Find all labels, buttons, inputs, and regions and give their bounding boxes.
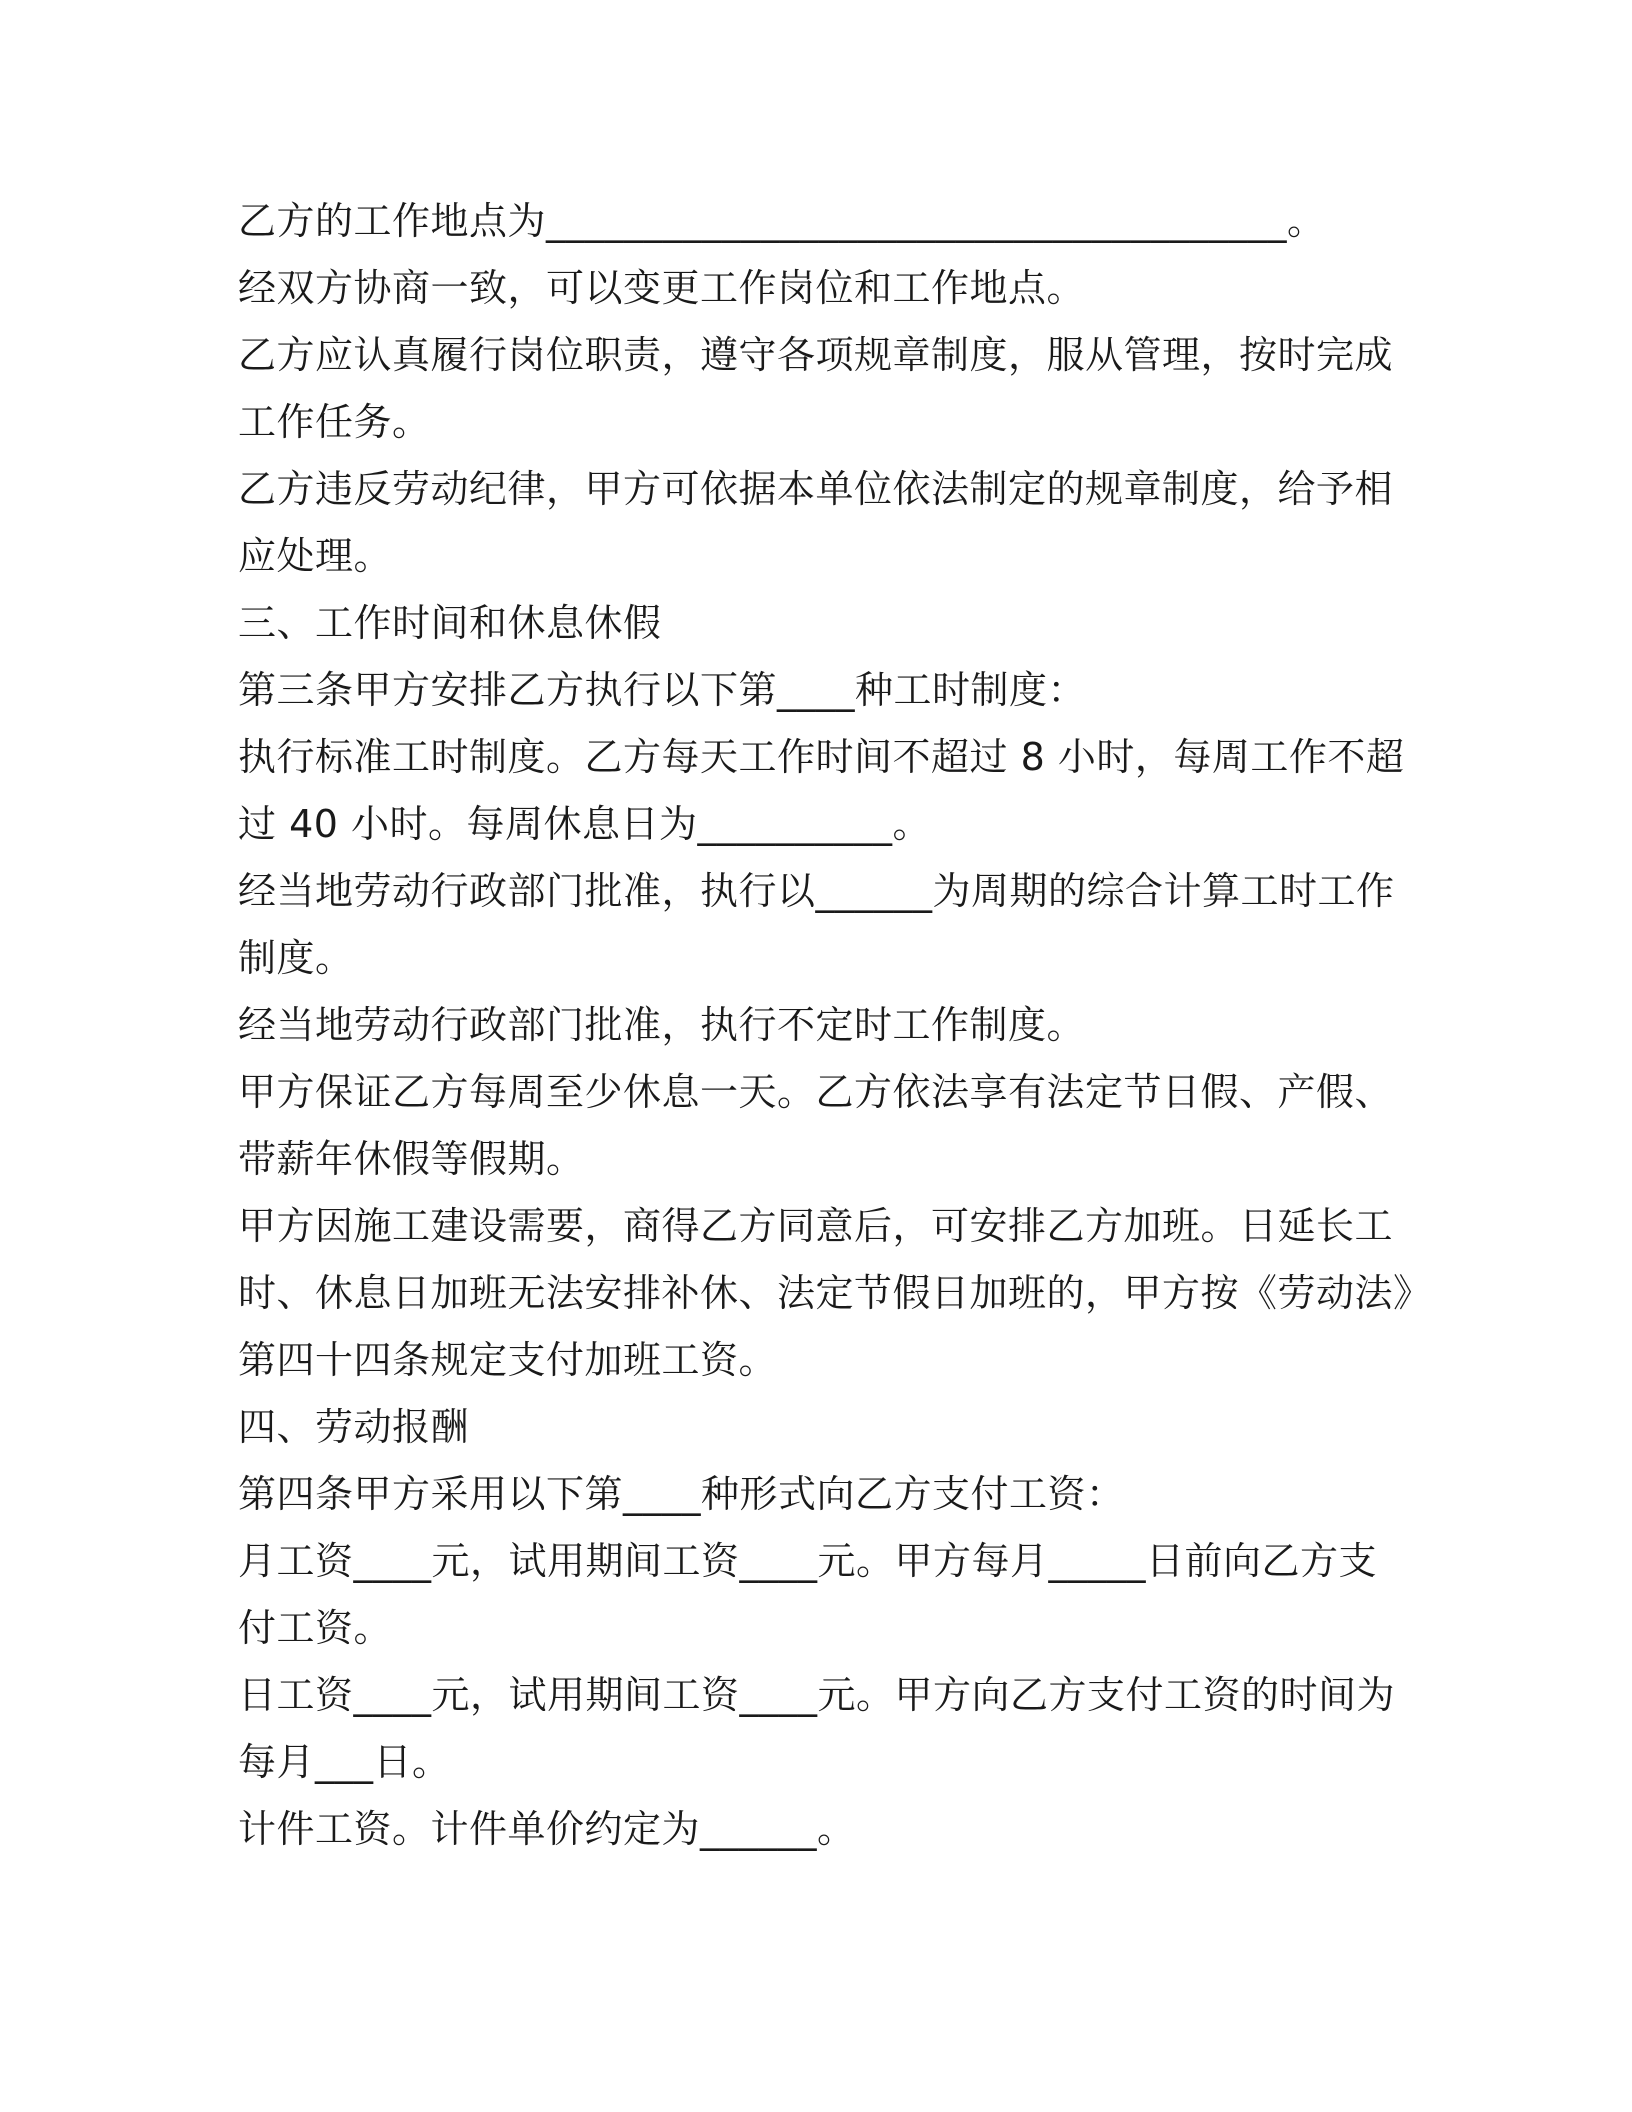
text-line: 计件工资。计件单价约定为______。 [238, 1807, 856, 1851]
text-line: 过 40 小时。每周休息日为__________。 [238, 802, 932, 846]
text-line: 带薪年休假等假期。 [238, 1137, 585, 1181]
text-line: 第四条甲方采用以下第____种形式向乙方支付工资： [238, 1472, 1125, 1516]
text-line: 乙方应认真履行岗位职责，遵守各项规章制度，服从管理，按时完成 [238, 333, 1394, 377]
text-line: 执行标准工时制度。乙方每天工作时间不超过 8 小时，每周工作不超 [238, 735, 1405, 779]
text-line: 月工资____元，试用期间工资____元。甲方每月_____日前向乙方支 [238, 1539, 1378, 1583]
text-line: 付工资。 [238, 1606, 393, 1650]
text-line: 时、休息日加班无法安排补休、法定节假日加班的，甲方按《劳动法》 [238, 1271, 1432, 1315]
text-line: 乙方违反劳动纪律，甲方可依据本单位依法制定的规章制度，给予相 [238, 467, 1394, 511]
text-line: 甲方因施工建设需要，商得乙方同意后，可安排乙方加班。日延长工 [238, 1204, 1394, 1248]
text-line: 第三条甲方安排乙方执行以下第____种工时制度： [238, 668, 1087, 712]
text-line: 经当地劳动行政部门批准，执行不定时工作制度。 [238, 1003, 1086, 1047]
section-heading: 四、劳动报酬 [238, 1405, 470, 1449]
text-line: 制度。 [238, 936, 354, 980]
text-line: 第四十四条规定支付加班工资。 [238, 1338, 778, 1382]
text-line: 经双方协商一致，可以变更工作岗位和工作地点。 [238, 266, 1086, 310]
text-line: 乙方的工作地点为______________________________________。 [238, 199, 1326, 243]
text-line: 每月___日。 [238, 1740, 451, 1784]
text-line: 经当地劳动行政部门批准，执行以______为周期的综合计算工时工作 [238, 869, 1395, 913]
section-heading: 三、工作时间和休息休假 [238, 601, 662, 645]
text-line: 日工资____元，试用期间工资____元。甲方向乙方支付工资的时间为 [238, 1673, 1396, 1717]
text-line: 甲方保证乙方每周至少休息一天。乙方依法享有法定节日假、产假、 [238, 1070, 1394, 1114]
document-body [238, 188, 1432, 1863]
text-line: 工作任务。 [238, 400, 431, 444]
text-line: 应处理。 [238, 534, 393, 578]
